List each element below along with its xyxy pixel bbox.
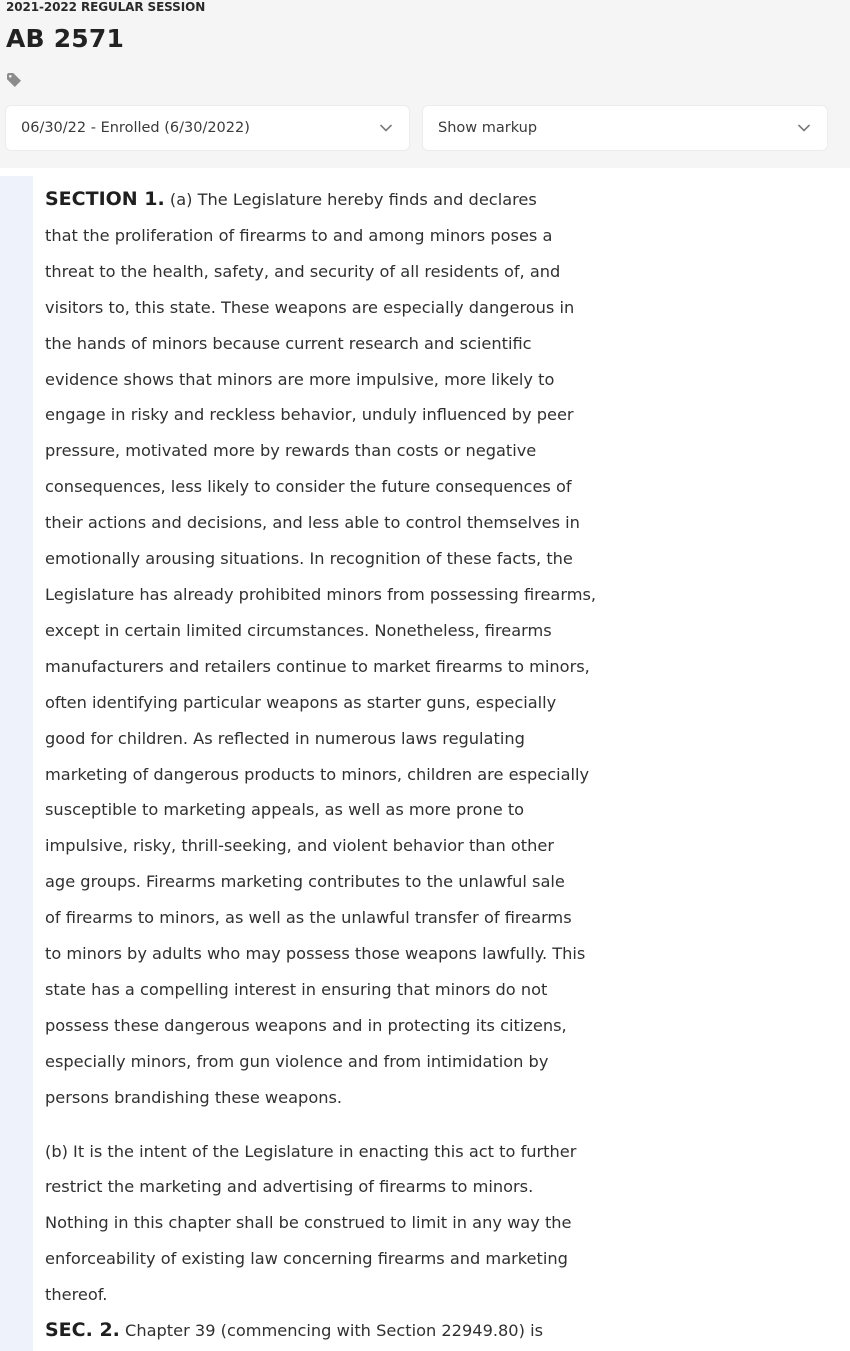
bill-title: AB 2571 bbox=[6, 24, 125, 53]
markup-dropdown-value: Show markup bbox=[438, 120, 538, 136]
text-line: thereof. bbox=[45, 1285, 108, 1305]
text-line: marketing of dangerous products to minors, children are especially bbox=[45, 764, 590, 784]
text-line: age groups. Firearms marketing contributes to the unlawful sale bbox=[45, 872, 565, 892]
text-line: restrict the marketing and advertising of firearms to minors. bbox=[45, 1177, 534, 1197]
bill-line bbox=[45, 864, 845, 900]
text-line: that the proliferation of firearms to and among minors poses a bbox=[45, 225, 553, 245]
text-line: pressure, motivated more by rewards than costs or negative bbox=[45, 441, 537, 461]
text-line: of firearms to minors, as well as the unlawful transfer of firearms bbox=[45, 908, 572, 928]
tag-icon[interactable] bbox=[6, 72, 22, 88]
bill-line bbox=[45, 362, 845, 398]
bill-line bbox=[45, 1205, 845, 1241]
bill-line bbox=[45, 577, 845, 613]
bill-line bbox=[45, 433, 845, 469]
text-line: (b) It is the intent of the Legislature in enacting this act to further bbox=[45, 1141, 577, 1161]
text-line: evidence shows that minors are more impulsive, more likely to bbox=[45, 369, 555, 389]
bill-line bbox=[45, 900, 845, 936]
text-line: the hands of minors because current research and scientific bbox=[45, 333, 532, 353]
text-line: often identifying particular weapons as starter guns, especially bbox=[45, 692, 557, 712]
text-line: enforceability of existing law concerning firearms and marketing bbox=[45, 1249, 568, 1269]
bill-line bbox=[45, 290, 845, 326]
version-dropdown-value: 06/30/22 - Enrolled (6/30/2022) bbox=[21, 120, 250, 136]
bill-line bbox=[45, 1080, 845, 1116]
bill-line bbox=[45, 326, 845, 362]
bill-line bbox=[45, 792, 845, 828]
text-line: consequences, less likely to consider the future consequences of bbox=[45, 477, 572, 497]
markup-gutter bbox=[0, 176, 33, 1351]
text-line: possess these dangerous weapons and in protecting its citizens, bbox=[45, 1015, 567, 1035]
bill-line bbox=[45, 1008, 845, 1044]
markup-dropdown[interactable] bbox=[423, 106, 827, 150]
bill-line bbox=[45, 254, 845, 290]
text-line: persons brandishing these weapons. bbox=[45, 1087, 343, 1107]
bill-line bbox=[45, 1241, 845, 1277]
bill-line bbox=[45, 397, 845, 433]
section-2-paragraph bbox=[45, 1313, 845, 1349]
section-heading: SEC. 2. bbox=[45, 1319, 120, 1342]
bill-line bbox=[45, 757, 845, 793]
bill-line bbox=[45, 613, 845, 649]
text-line: engage in risky and reckless behavior, unduly influenced by peer bbox=[45, 405, 574, 425]
bill-line bbox=[45, 541, 845, 577]
bill-line bbox=[45, 469, 845, 505]
text-line: Nothing in this chapter shall be construed to limit in any way the bbox=[45, 1213, 572, 1233]
bill-line bbox=[45, 1169, 845, 1205]
text-line: susceptible to marketing appeals, as well as more prone to bbox=[45, 800, 525, 820]
section-1-paragraph-b bbox=[45, 1134, 845, 1314]
bill-line bbox=[45, 721, 845, 757]
bill-line bbox=[45, 1044, 845, 1080]
text-line: threat to the health, safety, and security of all residents of, and bbox=[45, 261, 561, 281]
text-line: emotionally arousing situations. In recognition of these facts, the bbox=[45, 549, 573, 569]
session-label: 2021-2022 REGULAR SESSION bbox=[6, 0, 206, 14]
chevron-down-icon bbox=[379, 121, 393, 135]
text-line: visitors to, this state. These weapons are especially dangerous in bbox=[45, 297, 575, 317]
bill-line bbox=[45, 1134, 845, 1170]
text-line: to minors by adults who may possess those weapons lawfully. This bbox=[45, 944, 586, 964]
version-dropdown[interactable] bbox=[6, 106, 409, 150]
bill-line bbox=[45, 649, 845, 685]
text-line: state has a compelling interest in ensuring that minors do not bbox=[45, 979, 548, 999]
text-line: (a) The Legislature hereby finds and declares bbox=[164, 190, 537, 209]
text-line: Legislature has already prohibited minors from possessing firearms, bbox=[45, 584, 597, 604]
text-line: good for children. As reflected in numerous laws regulating bbox=[45, 728, 525, 748]
bill-line bbox=[45, 685, 845, 721]
bill-line bbox=[45, 218, 845, 254]
bill-line bbox=[45, 1313, 845, 1349]
text-line: Chapter 39 (commencing with Section 22949.80) is bbox=[119, 1321, 544, 1341]
text-line: especially minors, from gun violence and from intimidation by bbox=[45, 1051, 549, 1071]
text-line: except in certain limited circumstances. Nonetheless, firearms bbox=[45, 620, 552, 640]
bill-line bbox=[45, 972, 845, 1008]
chevron-down-icon bbox=[797, 121, 811, 135]
bill-header bbox=[0, 0, 850, 168]
bill-text-panel bbox=[0, 168, 850, 1351]
bill-line bbox=[45, 828, 845, 864]
text-line: their actions and decisions, and less able to control themselves in bbox=[45, 513, 580, 533]
section-1-paragraph-a bbox=[45, 182, 845, 1116]
text-line: manufacturers and retailers continue to market firearms to minors, bbox=[45, 656, 590, 676]
bill-line bbox=[45, 1277, 845, 1313]
bill-text bbox=[45, 182, 845, 1349]
section-heading: SECTION 1. bbox=[45, 188, 165, 210]
bill-line bbox=[45, 182, 845, 218]
text-line: impulsive, risky, thrill-seeking, and violent behavior than other bbox=[45, 836, 554, 856]
bill-line bbox=[45, 936, 845, 972]
bill-line bbox=[45, 505, 845, 541]
